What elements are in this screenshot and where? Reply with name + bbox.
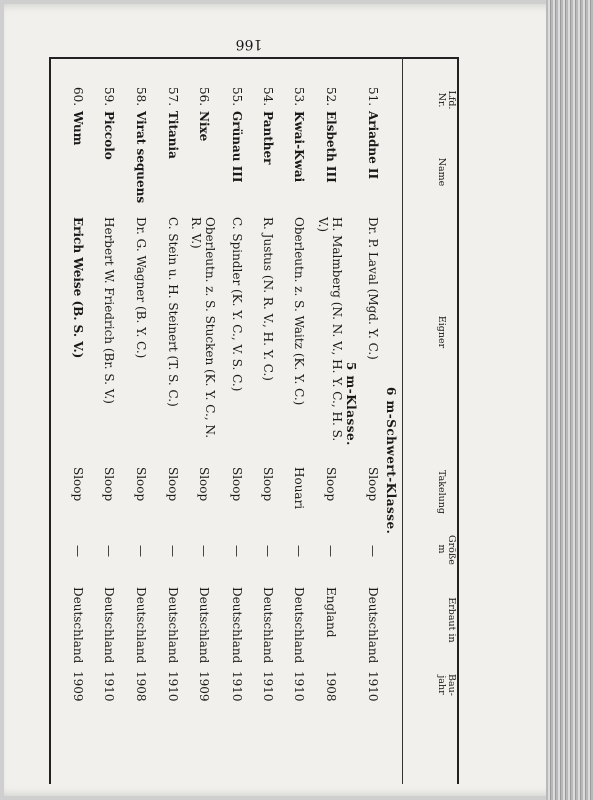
row-56-year: 1909	[197, 671, 211, 702]
row-56-name: Nixe	[197, 111, 211, 142]
row-60-rig: Sloop	[71, 467, 85, 502]
row-53-nr: 53.	[292, 87, 306, 107]
row-60-nr: 60.	[71, 87, 85, 107]
row-58-built: Deutschland	[134, 587, 148, 664]
row-52-name: Elsbeth III	[324, 111, 338, 183]
page-number: 166	[235, 36, 263, 52]
row-53-rig: Houari	[292, 467, 306, 510]
row-60-name: Wum	[71, 111, 85, 146]
row-51-nr: 51.	[366, 87, 380, 107]
row-55-built: Deutschland	[230, 587, 244, 664]
row-52-owner: H. Malmberg (N. N. V., H. Y. C., H. S. V.)	[316, 217, 344, 442]
header-built: Erbaut in	[446, 597, 457, 643]
header-name: Name	[436, 157, 447, 187]
row-52-built: England	[324, 587, 338, 638]
row-52-nr: 52.	[324, 87, 338, 107]
row-58-nr: 58.	[134, 87, 148, 107]
row-55-rig: Sloop	[230, 467, 244, 502]
header-rig: Takelung	[436, 470, 447, 514]
row-57-year: 1910	[166, 671, 180, 702]
row-58-year: 1908	[134, 671, 148, 702]
row-57-rig: Sloop	[166, 467, 180, 502]
row-53-name: Kwai-Kwai	[292, 111, 306, 183]
row-53-year: 1910	[292, 671, 306, 702]
row-59-year: 1910	[102, 671, 116, 702]
row-55-name: Grünau III	[230, 111, 244, 183]
row-60-size: —	[71, 545, 85, 557]
row-59-built: Deutschland	[102, 587, 116, 664]
row-55-nr: 55.	[230, 87, 244, 107]
row-52-size: —	[324, 545, 338, 557]
row-51-year: 1910	[366, 671, 380, 702]
row-57-built: Deutschland	[166, 587, 180, 664]
row-59-size: —	[102, 545, 116, 557]
header-nr: Lfd. Nr.	[436, 90, 457, 110]
row-54-name: Panther	[261, 111, 275, 165]
row-58-name: Virat sequens	[134, 111, 148, 204]
row-59-name: Piccolo	[102, 111, 116, 160]
row-54-year: 1910	[261, 671, 275, 702]
row-57-name: Titania	[166, 111, 180, 159]
row-56-rig: Sloop	[197, 467, 211, 502]
row-57-owner: C. Stein u. H. Steinert (T. S. C.)	[166, 217, 180, 407]
row-52-rig: Sloop	[324, 467, 338, 502]
row-56-built: Deutschland	[197, 587, 211, 664]
row-56-owner: Oberleutn. z. S. Stucken (K. Y. C., N. R. V.)	[189, 217, 217, 439]
section-6m: 6 m-Schwert-Klasse.	[384, 387, 398, 535]
row-57-size: —	[166, 545, 180, 557]
row-58-size: —	[134, 545, 148, 557]
row-54-rig: Sloop	[261, 467, 275, 502]
row-60-built: Deutschland	[71, 587, 85, 664]
row-60-year: 1909	[71, 671, 85, 702]
row-54-built: Deutschland	[261, 587, 275, 664]
header-owner: Eigner	[436, 315, 447, 349]
row-58-rig: Sloop	[134, 467, 148, 502]
row-56-nr: 56.	[197, 87, 211, 107]
row-59-nr: 59.	[102, 87, 116, 107]
row-59-rig: Sloop	[102, 467, 116, 502]
row-53-owner: Oberleutn. z. S. Waitz (K. Y. C.)	[292, 217, 306, 406]
row-55-size: —	[230, 545, 244, 557]
row-54-size: —	[261, 545, 275, 557]
row-52-year: 1908	[324, 671, 338, 702]
row-57-nr: 57.	[166, 87, 180, 107]
page-edges	[546, 0, 593, 800]
row-51-size: —	[366, 545, 380, 557]
row-54-owner: R. Justus (N. R. V., H. Y. C.)	[261, 217, 275, 381]
rotated-table	[49, 57, 458, 784]
row-59-owner: Herbert W. Friedrich (Br. S. V.)	[102, 217, 116, 404]
header-year: Bau- jahr	[436, 674, 457, 696]
row-51-rig: Sloop	[366, 467, 380, 502]
row-58-owner: Dr. G. Wagner (B. Y. C.)	[134, 217, 148, 359]
row-51-built: Deutschland	[366, 587, 380, 664]
row-55-year: 1910	[230, 671, 244, 702]
row-56-size: —	[197, 545, 211, 557]
header-size: Größe m	[436, 535, 457, 565]
row-53-size: —	[292, 545, 306, 557]
row-53-built: Deutschland	[292, 587, 306, 664]
row-51-name: Ariadne II	[366, 111, 380, 180]
row-54-nr: 54.	[261, 87, 275, 107]
row-51-owner: Dr. P. Laval (Mgd. Y. C.)	[366, 217, 380, 360]
row-60-owner: Erich Weise (B. S. V.)	[71, 217, 85, 359]
row-55-owner: C. Spindler (K. Y. C., V. S. C.)	[230, 217, 244, 392]
section-5m: 5 m-Klasse.	[344, 362, 358, 446]
